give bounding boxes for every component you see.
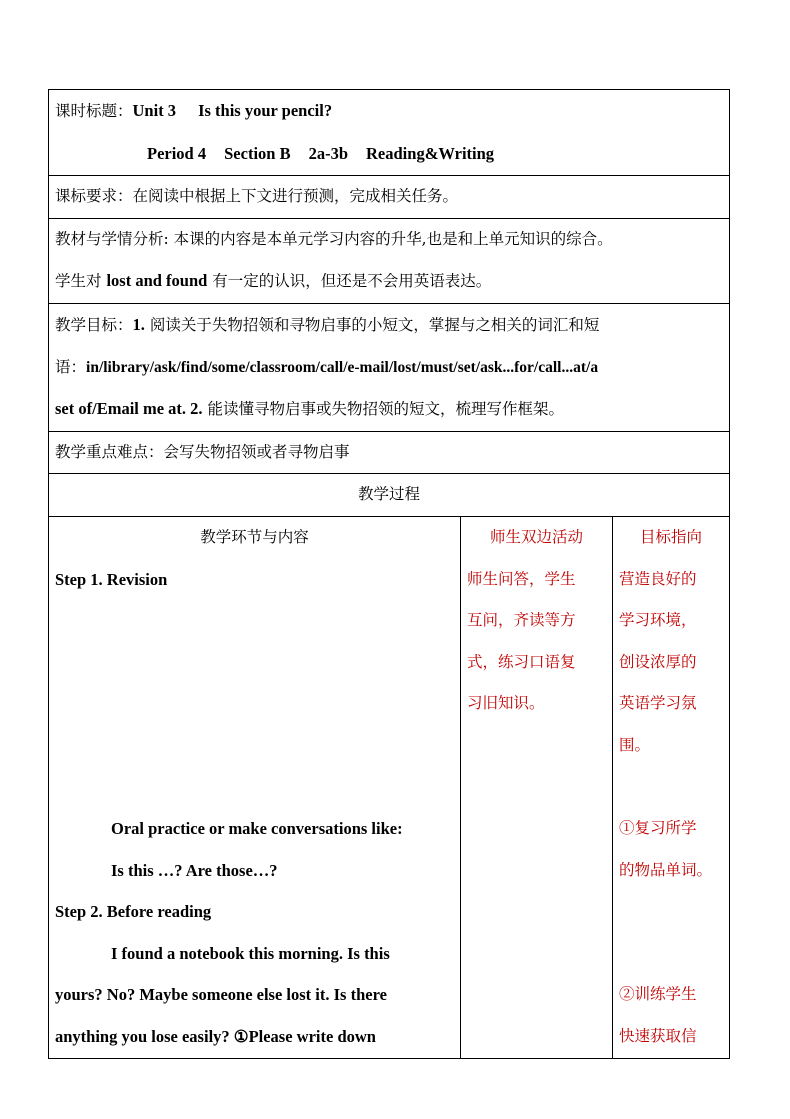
lesson-title-label: 课时标题：	[55, 102, 133, 120]
goals-line-4: 英语学习氛	[619, 694, 697, 713]
goals-line-5: 围。	[619, 735, 651, 754]
activities-column-header: 师生双边活动	[489, 527, 583, 546]
skills-label: Reading&Writing	[366, 143, 495, 163]
process-heading-row	[49, 474, 730, 517]
period-label: Period 4	[147, 143, 207, 163]
oral-practice-line-1: Oral practice or make conversations like:	[111, 819, 403, 839]
objectives-line-3: set of/Email me at. 2. 能读懂寻物启事或失物招领的短文，梳理写作框架。	[55, 399, 565, 419]
goals-column	[613, 516, 730, 1058]
oral-practice-line-2: Is this …? Are those…?	[111, 860, 278, 880]
before-reading-line-3: anything you lose easily? ①Please write down	[55, 1027, 376, 1047]
goals-line-2: 学习环境，	[619, 611, 697, 630]
activities-line-2: 互问，齐读等方	[467, 611, 576, 630]
before-reading-line-2: yours? No? Maybe someone else lost it. Is there	[55, 985, 387, 1005]
section-label: Section B	[224, 143, 291, 163]
curriculum-requirement-text: 课标要求：在阅读中根据上下文进行预测，完成相关任务。	[55, 187, 459, 206]
unit-title: Is this your pencil?	[198, 101, 333, 120]
lesson-title-cell	[49, 90, 730, 176]
goals-line-7: 的物品单词。	[619, 860, 713, 879]
goals-line-9: 快速获取信	[619, 1027, 697, 1046]
lesson-plan-table	[48, 89, 730, 1059]
before-reading-line-1: I found a notebook this morning. Is this	[111, 943, 390, 963]
lesson-title-row	[49, 90, 730, 176]
analysis-line-1: 教材与学情分析: 本课的内容是本单元学习内容的升华,也是和上单元知识的综合。	[55, 229, 613, 248]
activities-line-1: 师生问答，学生	[467, 569, 576, 588]
curriculum-requirement-row	[49, 176, 730, 219]
step-1-heading: Step 1. Revision	[55, 569, 168, 589]
process-heading: 教学过程	[357, 485, 420, 504]
objectives-row	[49, 303, 730, 431]
activities-line-3: 式，练习口语复	[467, 652, 576, 671]
key-points-text: 教学重点难点：会写失物招领或者寻物启事	[55, 442, 350, 461]
goals-line-1: 营造良好的	[619, 569, 697, 588]
analysis-row	[49, 218, 730, 303]
unit-label: Unit 3	[132, 101, 177, 120]
key-points-row	[49, 431, 730, 474]
goals-column-header: 目标指向	[639, 527, 702, 546]
objectives-line-1: 教学目标：1. 阅读关于失物招领和寻物启事的小短文，掌握与之相关的词汇和短	[55, 314, 600, 334]
content-column-header: 教学环节与内容	[200, 527, 309, 546]
content-column	[49, 516, 461, 1058]
goals-line-3: 创设浓厚的	[619, 652, 697, 671]
process-content-row	[49, 516, 730, 1058]
step-2-heading: Step 2. Before reading	[55, 902, 212, 922]
activities-line-4: 习旧知识。	[467, 694, 545, 713]
analysis-line-2: 学生对 lost and found 有一定的认识，但还是不会用英语表达。	[55, 271, 492, 291]
activities-column	[461, 516, 613, 1058]
goals-line-6: ①复习所学	[619, 819, 697, 838]
objectives-line-2: 语：in/library/ask/find/some/classroom/call/e-mail/lost/must/set/ask...for/call...at/a	[55, 357, 599, 376]
parts-label: 2a-3b	[308, 143, 349, 163]
goals-line-8: ②训练学生	[619, 985, 697, 1004]
